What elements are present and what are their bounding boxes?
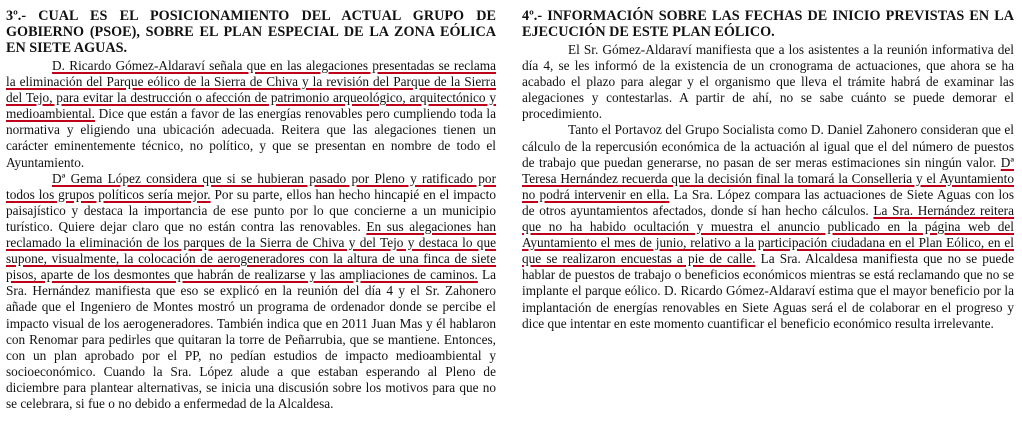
paragraph-text: Tanto el Portavoz del Grupo Socialista como D. Daniel Zahonero consideran que el cálculo de la repercusión económica de la actuación al igual que el del número de puestos de trabajo que puedan generarse, no pasan de ser meras estimaciones sin ningún valor. — [522, 122, 1014, 170]
left-column — [6, 8, 496, 412]
paragraph-text: La Sra. Hernández manifiesta que eso se explicó en la reunión del día 4 y el Sr. Zahonero añade que el Ingeniero de Montes mostró un programa de ordenador donde se percibe el impacto visual de los aerogeneradores. También indica que en 2011 Juan Mas y él hablaron con Renomar para pedirles que quitaran la torre de Peñarrubia, que se mantiene. Entonces, con un plan aprobado por el PP, no pedían estudios de impacto medioambiental y socioeconómico. Cuando la Sra. López alude a que estaban esperando al Pleno de diciembre para plantear alternativas, se inicia una discusión sobre los motivos para que no se celebrara, si fue o no debido a enfermedad de la Alcaldesa. — [6, 267, 496, 411]
underlined-text: D. Ricardo Gómez-Aldaraví señala que en las alegaciones presentadas se reclama la eliminación del Parque eólico de la Sierra de Chiva y la revisión del Parque de la Sierra del Tejo, para evitar la destrucción o afección de patrimonio arqueológico, arquitectónico y medioambiental. — [6, 58, 496, 122]
paragraph-text: La Sra. López compara las actuaciones de Siete Aguas con los de otros ayuntamientos afectados, donde sí han hecho cálculos. — [522, 186, 1014, 218]
paragraph-text: Dice que están a favor de las energías renovables pero cumpliendo toda la normativa y eligiendo una ubicación adecuada. Reitera que las alegaciones tienen un carácter eminentemente técnico, no político, y que se presentan en nombre de todo el Ayuntamiento. — [6, 106, 496, 170]
underlined-text: En sus alegaciones han reclamado la eliminación de los parques de la Sierra de Chiva y del Tejo y destaca lo que supone, visualmente, la colocación de aerogeneradores con la altura de una finca de siete pisos, aparte de los desmontes que habrán de realizarse y las ampliaciones de caminos. — [6, 218, 497, 283]
section-4-heading: 4º.- INFORMACIÓN SOBRE LAS FECHAS DE INICIO PREVISTAS EN LA EJECUCIÓN DE ESTE PLAN EÓLICO. — [522, 8, 1014, 40]
section-3-paragraph-1 — [6, 58, 496, 171]
section-3-paragraph-2 — [6, 171, 496, 412]
paragraph-text: Por su parte, ellos han hecho hincapié en el impacto paisajístico y destaca la importancia de ese punto por lo que concierne a un municipio turístico. Quiere dejar claro que no están contra las renovables. — [6, 186, 497, 234]
right-column — [522, 8, 1014, 332]
underlined-text: Dª Teresa Hernández recuerda que la decisión final la tomará la Conselleria y el Ayuntamiento no podrá intervenir en ella. — [522, 154, 1014, 202]
underlined-text: Dª Gema López considera que si se hubieran pasado por Pleno y ratificado por todos los grupos políticos sería mejor. — [6, 170, 496, 202]
underlined-text: La Sra. Hernández reitera que no ha habido ocultación y muestra el anuncio publicado en la página web del Ayuntamiento el mes de junio, relativo a la participación ciudadana en el Plan Eólico, en el que se realizaron encuestas a pie de calle. — [522, 202, 1014, 267]
paragraph-text: La Sra. Alcaldesa manifiesta que no se puede hablar de puestos de trabajo o beneficios económicos mientras se está reclamando que no se implante el parque eólico. D. Ricardo Gómez-Aldaraví estima que el mayor beneficio por la implantación de energías renovables en Siete Aguas será el de colaborar en el progreso y dice que intentar en este momento cuantificar el beneficio económico resulta irrelevante. — [522, 251, 1014, 331]
section-4-paragraph-1: El Sr. Gómez-Aldaraví manifiesta que a los asistentes a la reunión informativa del día 4, se les informó de la existencia de un cronograma de actuaciones, que ahora se ha acabado el plazo para alegar y el organismo que lleva el trámite habrá de examinar las alegaciones y contestarlas. A partir de ahí, no se sabe cuánto se puede demorar el procedimiento. — [522, 42, 1014, 122]
section-3-heading: 3º.- CUAL ES EL POSICIONAMIENTO DEL ACTUAL GRUPO DE GOBIERNO (PSOE), SOBRE EL PLAN ESPECIAL DE LA ZONA EÓLICA EN SIETE AGUAS. — [6, 8, 496, 56]
section-4-paragraph-2 — [522, 122, 1014, 331]
